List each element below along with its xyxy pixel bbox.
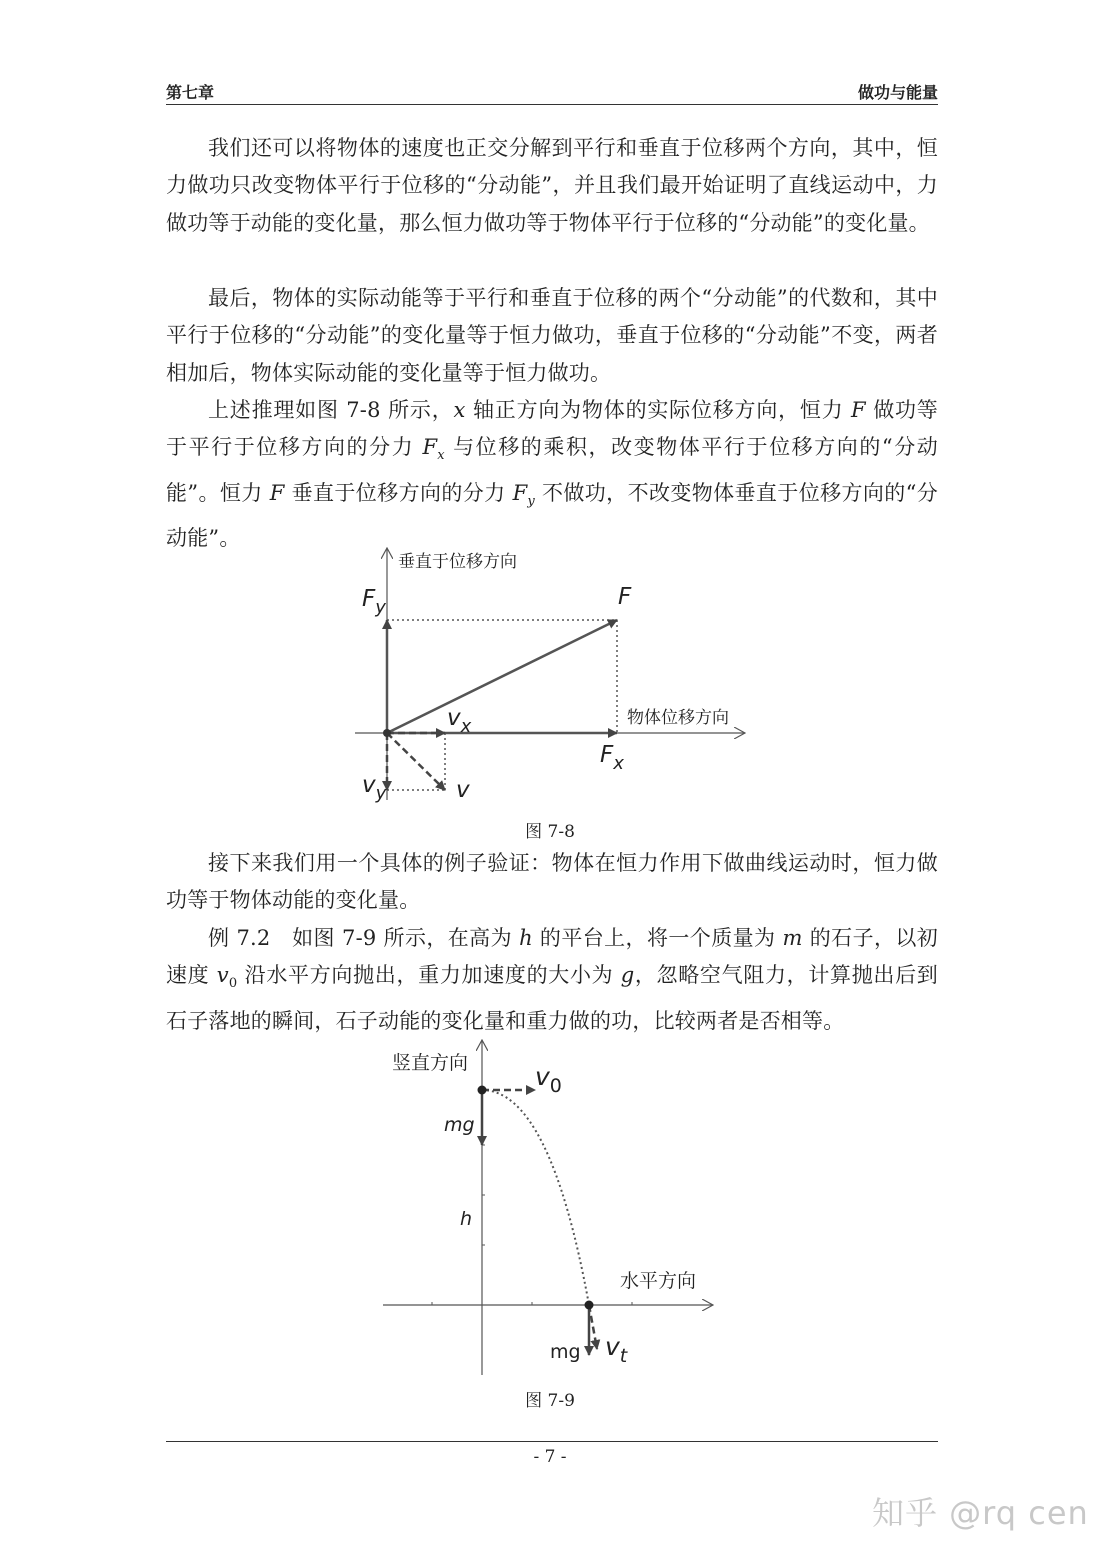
vertical-axis-label: 竖直方向 xyxy=(392,1052,469,1074)
horizontal-axis-label: 水平方向 xyxy=(620,1270,697,1292)
mg-bottom-label: mg xyxy=(550,1341,581,1363)
launch-point xyxy=(478,1086,487,1095)
F-vector xyxy=(387,620,617,733)
origin-point xyxy=(383,729,391,737)
paragraph-5: 例 7.2 如图 7-9 所示，在高为 h 的平台上，将一个质量为 m 的石子，以初速度 $v_0$ 沿水平方向抛出，重力加速度的大小为 g，忽略空气阻力，计算抛出后到石子落地的瞬间，石子动能的变化量和重力做的功，比较两者是否相等。 xyxy=(166,926,938,1033)
footer-divider xyxy=(166,1441,938,1442)
figure-7-9 xyxy=(380,1035,725,1380)
v0-label: $v_0$ xyxy=(535,1062,562,1097)
v-label: v xyxy=(456,777,470,803)
x-axis-label: 物体位移方向 xyxy=(627,708,729,728)
paragraph-2: 最后，物体的实际动能等于平行和垂直于位移的两个“分动能”的代数和，其中平行于位移的“分动能”的变化量等于恒力做功，垂直于位移的“分动能”不变，两者相加后，物体实际动能的变化量等于恒力做功。 xyxy=(166,286,938,385)
figure-7-8-caption: 图 7-8 xyxy=(525,822,575,842)
h-label: h xyxy=(460,1208,473,1230)
page-number: - 7 - xyxy=(533,1447,567,1467)
watermark: 知乎 @rq cen xyxy=(872,1494,1089,1532)
trajectory-curve xyxy=(482,1090,589,1305)
vx-label: $v_x$ xyxy=(447,705,472,737)
landing-point xyxy=(585,1301,594,1310)
chapter-label: 第七章 xyxy=(166,83,215,102)
Fy-label: $F_y$ xyxy=(362,586,386,618)
F-label: F xyxy=(618,584,632,610)
y-axis-label: 垂直于位移方向 xyxy=(398,552,517,572)
figure-7-9-caption: 图 7-9 xyxy=(525,1391,575,1411)
v-vector xyxy=(387,733,445,790)
paragraph-1: 我们还可以将物体的速度也正交分解到平行和垂直于位移两个方向，其中，恒力做功只改变物体平行于位移的“分动能”，并且我们最开始证明了直线运动中，力做功等于动能的变化量，那么恒力做功等于物体平行于位移的“分动能”的变化量。 xyxy=(166,136,938,235)
paragraph-3: 上述推理如图 7-8 所示，x 轴正方向为物体的实际位移方向，恒力 F 做功等于平行于位移方向的分力 $F_x$ 与位移的乘积，改变物体平行于位移方向的“分动能”。恒力 F 垂直于位移方向的分力 $F_y$ 不做功，不改变物体垂直于位移方向的“分动能”。 xyxy=(166,398,939,551)
vt-label: $v_t$ xyxy=(605,1332,628,1367)
figure-7-8 xyxy=(340,540,770,805)
vy-label: $v_y$ xyxy=(362,772,387,804)
mg-top-label: mg xyxy=(444,1114,475,1136)
Fx-label: $F_x$ xyxy=(600,742,624,774)
paragraph-4: 接下来我们用一个具体的例子验证：物体在恒力作用下做曲线运动时，恒力做功等于物体动能的变化量。 xyxy=(166,851,938,913)
page-header xyxy=(166,78,938,105)
chapter-title: 做功与能量 xyxy=(857,83,938,102)
